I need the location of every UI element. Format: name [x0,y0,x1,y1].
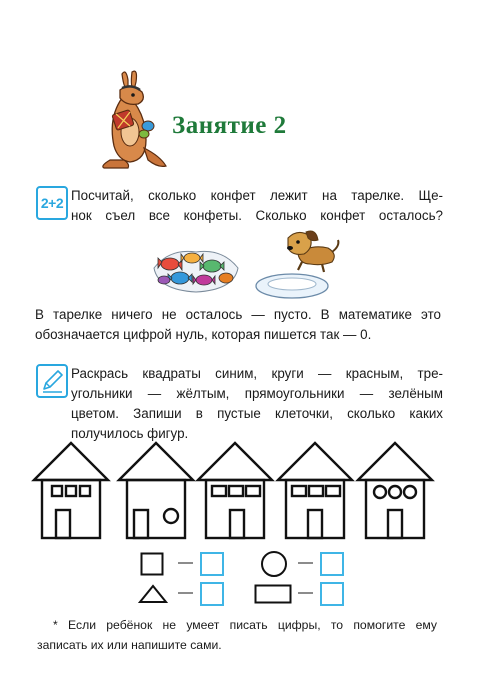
lesson-title: Занятие 2 [172,112,287,139]
houses-illustration [30,440,450,542]
explanation-text [35,305,441,345]
pencil-task-badge [36,364,68,398]
triangle-shape [138,584,168,604]
circle-shape [260,550,288,578]
parent-footnote [37,615,437,655]
task-2-line: угольники — жёлтым, прямоугольники — зелёным [71,386,443,401]
rectangle-shape [254,584,292,604]
squares-answer-box[interactable] [200,552,224,576]
dash: — [178,554,193,571]
shapes-legend [138,548,348,608]
dash: — [298,584,313,601]
candies-illustration [150,240,242,298]
triangles-answer-box[interactable] [200,582,224,606]
task-2-text [71,364,443,444]
explanation-line: обозначается цифрой нуль, которая пишется так — 0. [35,327,372,342]
footnote-line: записать их или напишите сами. [37,638,222,652]
house-3 [198,443,272,538]
task-1-line: нок съел все конфеты. Сколько конфет осталось? [71,208,443,223]
circles-answer-box[interactable] [320,552,344,576]
house-1 [34,443,108,538]
rectangles-answer-box[interactable] [320,582,344,606]
task-2-line: Раскрась квадраты синим, круги — красным, тре- [71,366,443,381]
dash: — [178,584,193,601]
house-2 [119,443,193,538]
task-2-line: цветом. Запиши в пустые клеточки, сколько каких [71,406,443,421]
kangaroo-illustration [100,68,170,170]
task-2-line: получилось фигур. [71,426,189,441]
task-1-text [71,186,443,226]
counting-task-badge: 2+2 [36,186,68,220]
pencil-icon [38,366,66,396]
task-1-line: Посчитай, сколько конфет лежит на тарелке. Ще- [71,188,443,203]
house-4 [278,443,352,538]
house-5 [358,443,432,538]
footnote-line: * Если ребёнок не умеет писать цифры, то помогите ему [53,618,437,632]
dash: — [298,554,313,571]
square-shape [140,552,164,576]
puppy-and-plate-illustration [252,224,342,306]
explanation-line: В тарелке ничего не осталось — пусто. В математике это [35,307,441,322]
